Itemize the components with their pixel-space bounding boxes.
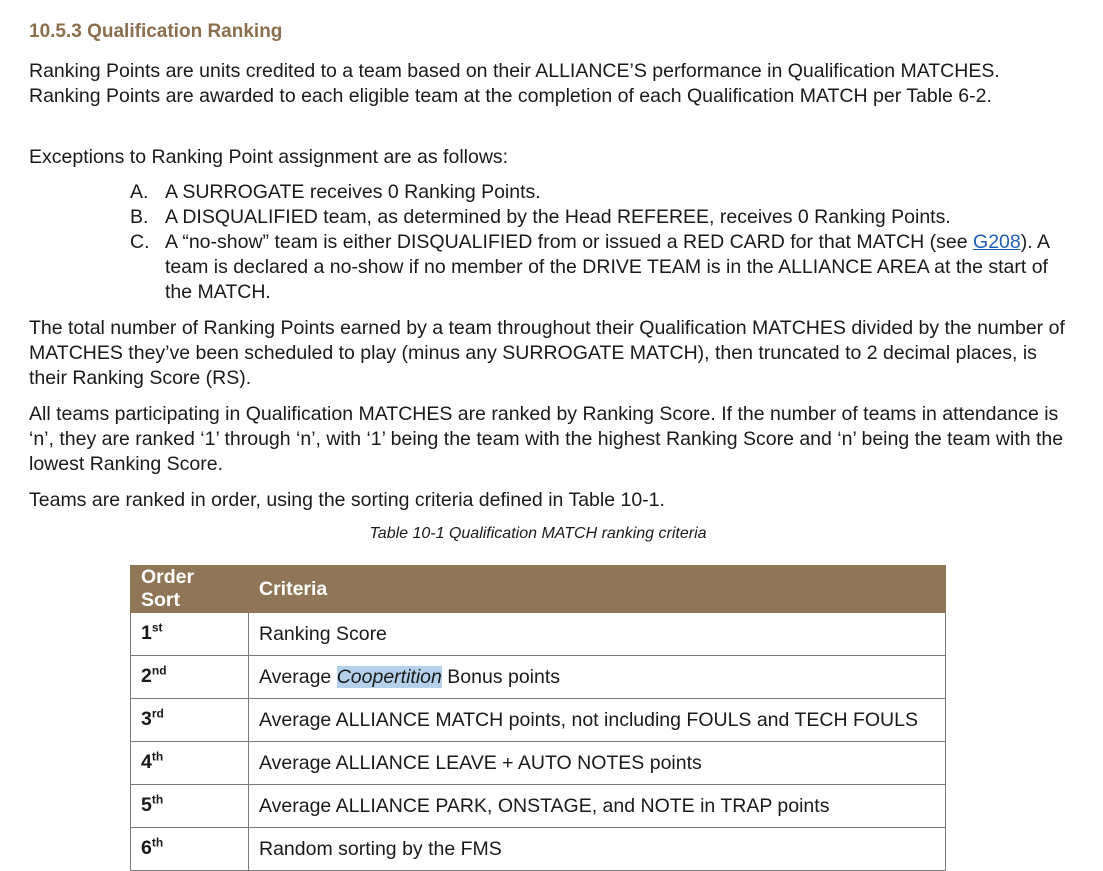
table-row — [131, 828, 946, 871]
paragraph-sorting-criteria: Teams are ranked in order, using the sorting criteria defined in Table 10-1. — [29, 489, 665, 511]
highlighted-text: Coopertition — [336, 665, 442, 688]
criteria-cell — [249, 656, 946, 699]
order-suffix: nd — [151, 663, 167, 678]
table-row — [131, 742, 946, 785]
column-header-criteria: Criteria — [249, 566, 946, 613]
order-number: 1 — [141, 622, 152, 644]
order-number: 6 — [141, 837, 152, 859]
list-item-text-start: A “no-show” team is either DISQUALIFIED from or issued a RED CARD for that MATCH (see — [165, 231, 974, 253]
criteria-text-start: Average — [259, 665, 337, 688]
order-number: 3 — [141, 708, 152, 730]
criteria-cell: Average ALLIANCE LEAVE + AUTO NOTES points — [249, 742, 946, 785]
list-item-text: A SURROGATE receives 0 Ranking Points. — [165, 181, 541, 203]
list-marker: C. — [130, 231, 150, 253]
order-cell — [131, 785, 249, 828]
ranking-criteria-table — [130, 565, 946, 871]
order-suffix: th — [151, 792, 164, 807]
order-cell — [131, 699, 249, 742]
order-suffix: th — [151, 749, 164, 764]
table-row — [131, 699, 946, 742]
order-suffix: th — [151, 835, 164, 850]
criteria-cell: Average ALLIANCE MATCH points, not including FOULS and TECH FOULS — [249, 699, 946, 742]
table-caption: Table 10-1 Qualification MATCH ranking criteria — [369, 525, 707, 542]
table-header-row — [131, 566, 946, 613]
order-suffix: rd — [151, 706, 164, 721]
list-marker: B. — [130, 206, 149, 228]
list-item — [130, 230, 1060, 305]
order-number: 4 — [141, 751, 152, 773]
list-item-text: A DISQUALIFIED team, as determined by the Head REFEREE, receives 0 Ranking Points. — [165, 206, 951, 228]
order-cell — [131, 742, 249, 785]
paragraph-ranked-order: All teams participating in Qualification MATCHES are ranked by Ranking Score. If the number of teams in attendance is ‘n’, they are ranked ‘1’ through ‘n’, with ‘1’ being the team with the highest Ranking Score and ‘n’ being the team with the lowest Ranking Score. — [29, 403, 1064, 475]
paragraph-ranking-score: The total number of Ranking Points earned by a team throughout their Qualification MATCHES divided by the number of MATCHES they’ve been scheduled to play (minus any SURROGATE MATCH), then truncated to 2 decimal places, is their Ranking Score (RS). — [29, 317, 1065, 389]
list-item — [130, 180, 1060, 205]
order-suffix: st — [151, 620, 163, 635]
table-row — [131, 656, 946, 699]
paragraph-exceptions-intro: Exceptions to Ranking Point assignment are as follows: — [29, 146, 509, 168]
criteria-cell: Ranking Score — [249, 613, 946, 656]
order-cell — [131, 656, 249, 699]
order-number: 2 — [141, 665, 152, 687]
table-row — [131, 613, 946, 656]
exceptions-list — [130, 180, 1060, 305]
order-cell — [131, 613, 249, 656]
order-number: 5 — [141, 794, 152, 816]
list-item-text-end: ). A team is declared a no-show if no member of the DRIVE TEAM is in the ALLIANCE AREA at the start of the MATCH. — [165, 231, 1049, 303]
criteria-cell: Random sorting by the FMS — [249, 828, 946, 871]
column-header-order-sort: Order Sort — [131, 566, 249, 613]
list-marker: A. — [130, 181, 149, 203]
order-cell — [131, 828, 249, 871]
rule-link-g208[interactable]: G208 — [973, 231, 1021, 253]
section-heading: 10.5.3 Qualification Ranking — [29, 21, 283, 42]
criteria-cell: Average ALLIANCE PARK, ONSTAGE, and NOTE in TRAP points — [249, 785, 946, 828]
list-item — [130, 205, 1060, 230]
list-item-text — [165, 231, 1049, 303]
paragraph-ranking-points: Ranking Points are units credited to a team based on their ALLIANCE’S performance in Qualification MATCHES. Ranking Points are awarded to each eligible team at the completion of each Qualification MATCH per Table 6-2. — [29, 60, 1000, 107]
criteria-text-end: Bonus points — [441, 665, 561, 688]
table-row — [131, 785, 946, 828]
